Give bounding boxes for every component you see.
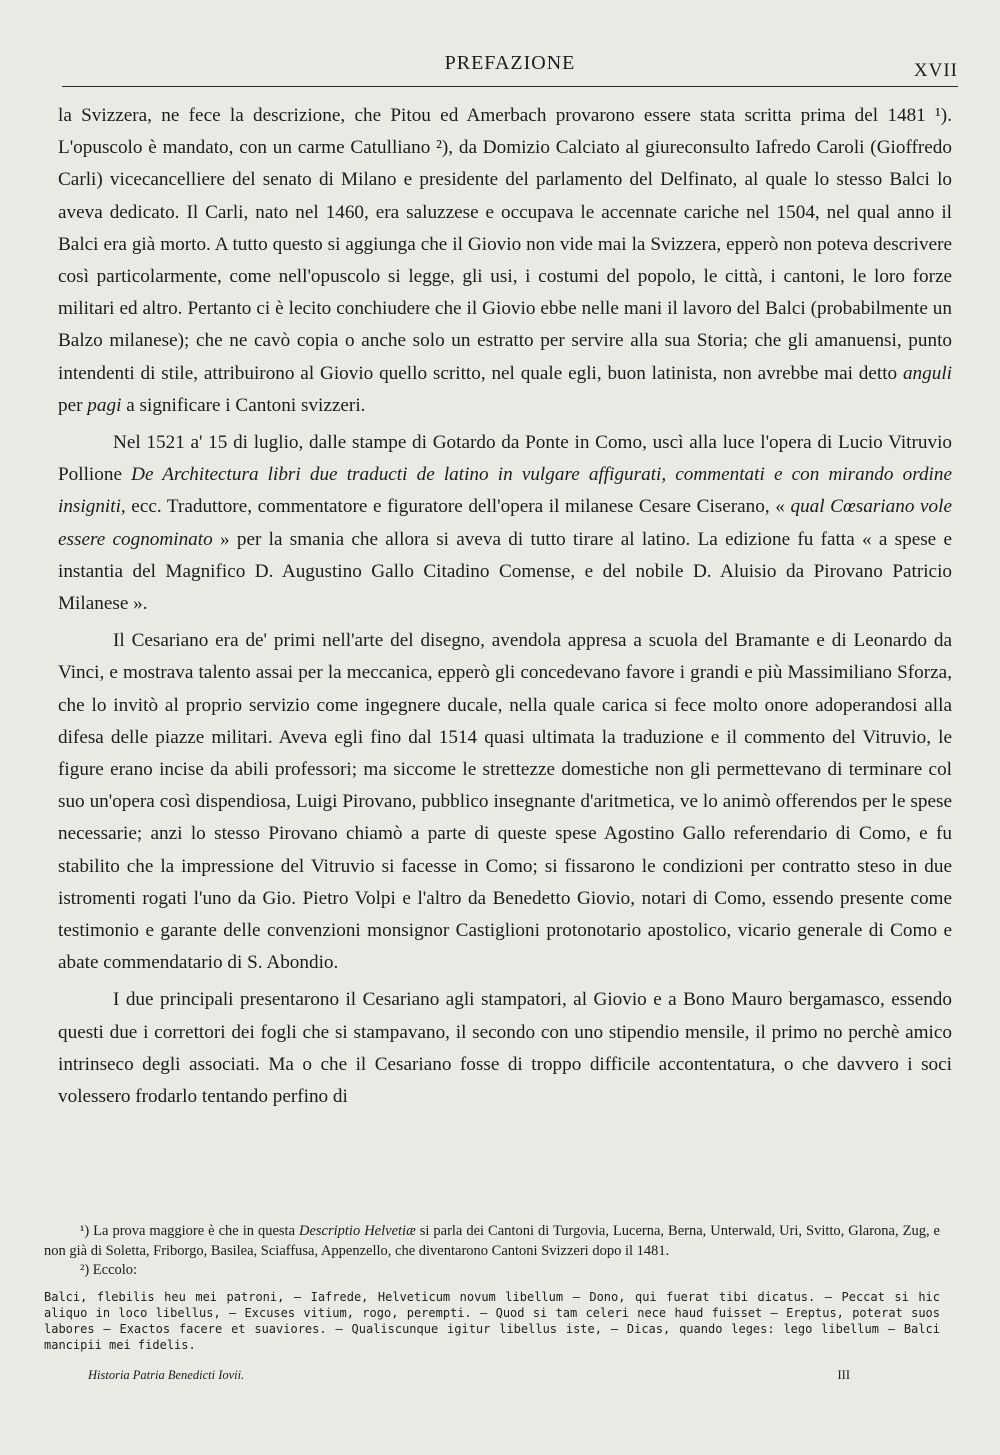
text-run: la Svizzera, ne fece la descrizione, che Pitou ed Amerbach provarono essere stata scritta prima del 1481 ¹). L'opuscolo è mandato, con un carme Catulliano ²), da Domizio Calciato al giureconsulto Iafredo Caroli (Gioffredo Carli) vicecancelliere del senato di Milano e presidente del parlamento del Delfinato, al quale lo stesso Balci lo aveva dedicato. Il Carli, nato nel 1460, era saluzzese e occupava le accennate cariche nel 1504, nel qual anno il Balci era già morto. A tutto questo si aggiunga che il Giovio non vide mai la Svizzera, epperò non poteva descrivere così particolarmente, come nell'opuscolo si legge, gli usi, i costumi del popolo, le città, i cantoni, le loro forze militari ed altro. Pertanto ci è lecito conchiudere che il Giovio ebbe nelle mani il lavoro del Balci (probabilmente un Balzo milanese); che ne cavò copia o anche solo un estratto per servire alla sua Storia; che gli amanuensi, punto intendenti di stile, attribuirono al Giovio quello scritto, nel quale egli, buon latinista, non avrebbe mai detto bbox=[58, 105, 952, 384]
page-header bbox=[62, 48, 958, 87]
text-run: » per la smania che allora si aveva di tutto tirare al latino. La edizione fu fatta « a spese e instantia del Magnifico D. Augustino Gallo Citadino Comense, e del nobile D. Aluisio da Pirovano Patricio Milanese ». bbox=[58, 528, 952, 615]
italic-text: pagi bbox=[87, 394, 122, 416]
paragraph bbox=[58, 100, 952, 422]
italic-text: qual Cœsariano vole essere cognominato bbox=[58, 496, 952, 550]
footnotes bbox=[44, 1222, 940, 1353]
main-text bbox=[58, 100, 952, 1113]
text-run: a significare i Cantoni svizzeri. bbox=[121, 394, 366, 416]
paragraph bbox=[58, 625, 952, 979]
footnote-list bbox=[44, 1222, 940, 1281]
italic-text: Descriptio Helvetiæ bbox=[299, 1223, 416, 1239]
paragraph bbox=[58, 427, 952, 620]
italic-text: anguli bbox=[902, 362, 952, 384]
paragraph bbox=[58, 984, 952, 1113]
italic-text: De Architectura libri due traducti de latino in vulgare affigurati, commentati e con mirando ordine insigniti, bbox=[58, 464, 952, 518]
footer-running-title: Historia Patria Benedicti Iovii. bbox=[88, 1368, 245, 1382]
text-run: si parla dei Cantoni di Turgovia, Lucerna, Berna, Unterwald, Uri, Svitto, Glarona, Zug, e non già di Soletta, Friborgo, Basilea, Sciaffusa, Appenzello, che diventarono Cantoni Svizzeri dopo il 1481. bbox=[44, 1223, 940, 1259]
text-run: ¹) La prova maggiore è che in questa bbox=[80, 1223, 299, 1239]
text-run: per bbox=[58, 394, 88, 416]
footnote bbox=[44, 1222, 940, 1261]
page-number: XVII bbox=[913, 60, 958, 81]
running-head-title: PREFAZIONE bbox=[444, 52, 576, 74]
text-run: I due principali presentarono il Cesariano agli stampatori, al Giovio e a Bono Mauro bergamasco, essendo questi due i correttori dei fogli che si stampavano, il secondo con uno stipendio mensile, il primo no perchè amico intrinseco degli associati. Ma o che il Cesariano fosse di troppo difficile accontentatura, o che davvero i soci volessero frodarlo tentando perfino di bbox=[58, 989, 952, 1108]
text-run: ecc. Traduttore, commentatore e figuratore dell'opera il milanese Cesare Ciserano, « bbox=[125, 496, 791, 518]
text-run: Nel 1521 a' 15 di luglio, dalle stampe di Gotardo da Ponte in Como, uscì alla luce l'opera di Lucio Vitruvio Pollione bbox=[58, 432, 952, 486]
text-run: Il Cesariano era de' primi nell'arte del disegno, avendola appresa a scuola del Bramante e di Leonardo da Vinci, e mostrava talento assai per la meccanica, epperò gli concedevano favore i grandi e più Massimiliano Sforza, che lo invitò al proprio servizio come ingegnere ducale, nella quale carica si fece molto onore adoperandosi alla difesa delle piazze militari. Aveva egli fino dal 1514 quasi ultimata la traduzione e il commento del Vitruvio, le figure erano incise da abili professori; ma siccome le strettezze domestiche non gli permettevano di terminare col suo un'opera così dispendiosa, Luigi Pirovano, pubblico insegnante d'aritmetica, ve lo animò offerendos per le spese necessarie; anzi lo stesso Pirovano chiamò a parte di queste spese Agostino Gallo referendario di Como, e fu stabilito che la impressione del Vitruvio si facesse in Como; si fissarono le condizioni per contratto steso in due istromenti rogati l'uno da Gio. Pietro Volpi e l'altro da Benedetto Giovio, notari di Como, essendo presente come testimonio e garante delle convenzioni monsignor Castiglioni protonotario apostolico, vicario generale di Como e abate commendatario di S. Abondio. bbox=[58, 630, 952, 974]
page-footer bbox=[88, 1368, 850, 1383]
text-run: ²) Eccolo: bbox=[80, 1262, 138, 1278]
signature-mark: III bbox=[837, 1368, 850, 1382]
latin-poem-quote: Balci, flebilis heu mei patroni, — Iafrede, Helveticum novum libellum — Dono, qui fuerat tibi dicatus. — Peccat si hic aliquo in loco libellus, — Excuses vitium, rogo, perempti. — Quod si tam celeri nece haud fuisset — Ereptus, poterat suos labores — Exactos facere et suaviores. — Qualiscunque igitur libellus iste, — Dicas, quando leges: lego libellum — Balci mancipii mei fidelis. bbox=[44, 1289, 940, 1352]
footnote bbox=[44, 1261, 940, 1281]
